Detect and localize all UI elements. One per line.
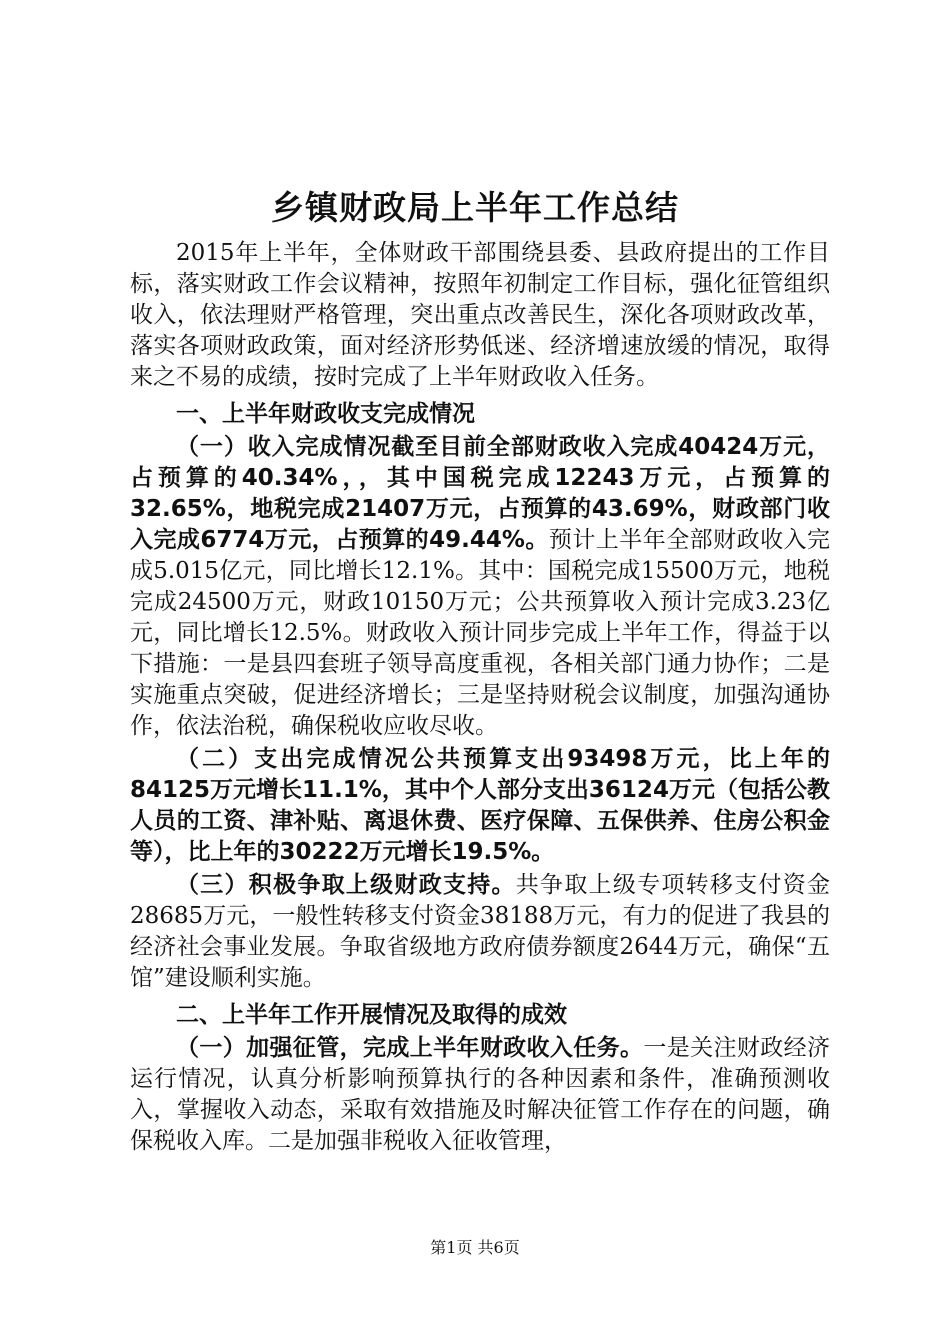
- section-heading-2: 二、上半年工作开展情况及取得的成效: [176, 1002, 567, 1028]
- collection-lead-bold: （一）加强征管，完成上半年财政收入任务。: [176, 1035, 644, 1061]
- income-lead-bold: （一）收入完成情况截至目前全部财政收入完成40424万元，占预算的40.34%，，其中国税完成12243万元，占预算的32.65%，地税完成21407万元，占预算的43.69%，财政部门收入完成6774万元，占预算的49.44%。: [130, 434, 830, 553]
- collection-detail: 一是关注财政经济运行情况，认真分析影响预算执行的各种因素和条件，准确预测收入，掌握收入动态，采取有效措施及时解决征管工作存在的问题，确保税收入库。二是加强非税收入征收管理，: [130, 1035, 831, 1154]
- support-lead-bold: （三）积极争取上级财政支持。: [176, 872, 516, 898]
- income-detail: 预计上半年全部财政收入完成5.015亿元，同比增长12.1%。其中：国税完成15500万元，地税完成24500万元，财政10150万元；公共预算收入预计完成3.23亿元，同比增长12.5%。财政收入预计同步完成上半年工作，得益于以下措施：一是县四套班子领导高度重视，各相关部门通力协作；二是实施重点突破，促进经济增长；三是坚持财税会议制度，加强沟通协作，依法治税，确保税收应收尽收。: [130, 527, 831, 739]
- collection-paragraph: [130, 1033, 830, 1157]
- support-paragraph: [130, 870, 830, 994]
- document-title: 乡镇财政局上半年工作总结: [271, 188, 679, 227]
- section-heading-1: 一、上半年财政收支完成情况: [176, 401, 475, 427]
- expenditure-paragraph: （二）支出完成情况公共预算支出93498万元，比上年的84125万元增长11.1%，其中个人部分支出36124万元（包括公教人员的工资、津补贴、离退休费、医疗保障、五保供养、住房公积金等），比上年的30222万元增长19.5%。: [130, 746, 830, 865]
- page-footer: 第1页 共6页: [430, 1238, 520, 1257]
- income-paragraph: [130, 432, 830, 742]
- intro-paragraph: 2015年上半年，全体财政干部围绕县委、县政府提出的工作目标，落实财政工作会议精神，按照年初制定工作目标，强化征管组织收入，依法理财严格管理，突出重点改善民生，深化各项财政改革，落实各项财政政策，面对经济形势低迷、经济增速放缓的情况，取得来之不易的成绩，按时完成了上半年财政收入任务。: [130, 240, 830, 390]
- document-body: [130, 238, 830, 1159]
- support-detail: 共争取上级专项转移支付资金28685万元，一般性转移支付资金38188万元，有力的促进了我县的经济社会事业发展。争取省级地方政府债券额度2644万元，确保“五馆”建设顺利实施。: [130, 872, 831, 991]
